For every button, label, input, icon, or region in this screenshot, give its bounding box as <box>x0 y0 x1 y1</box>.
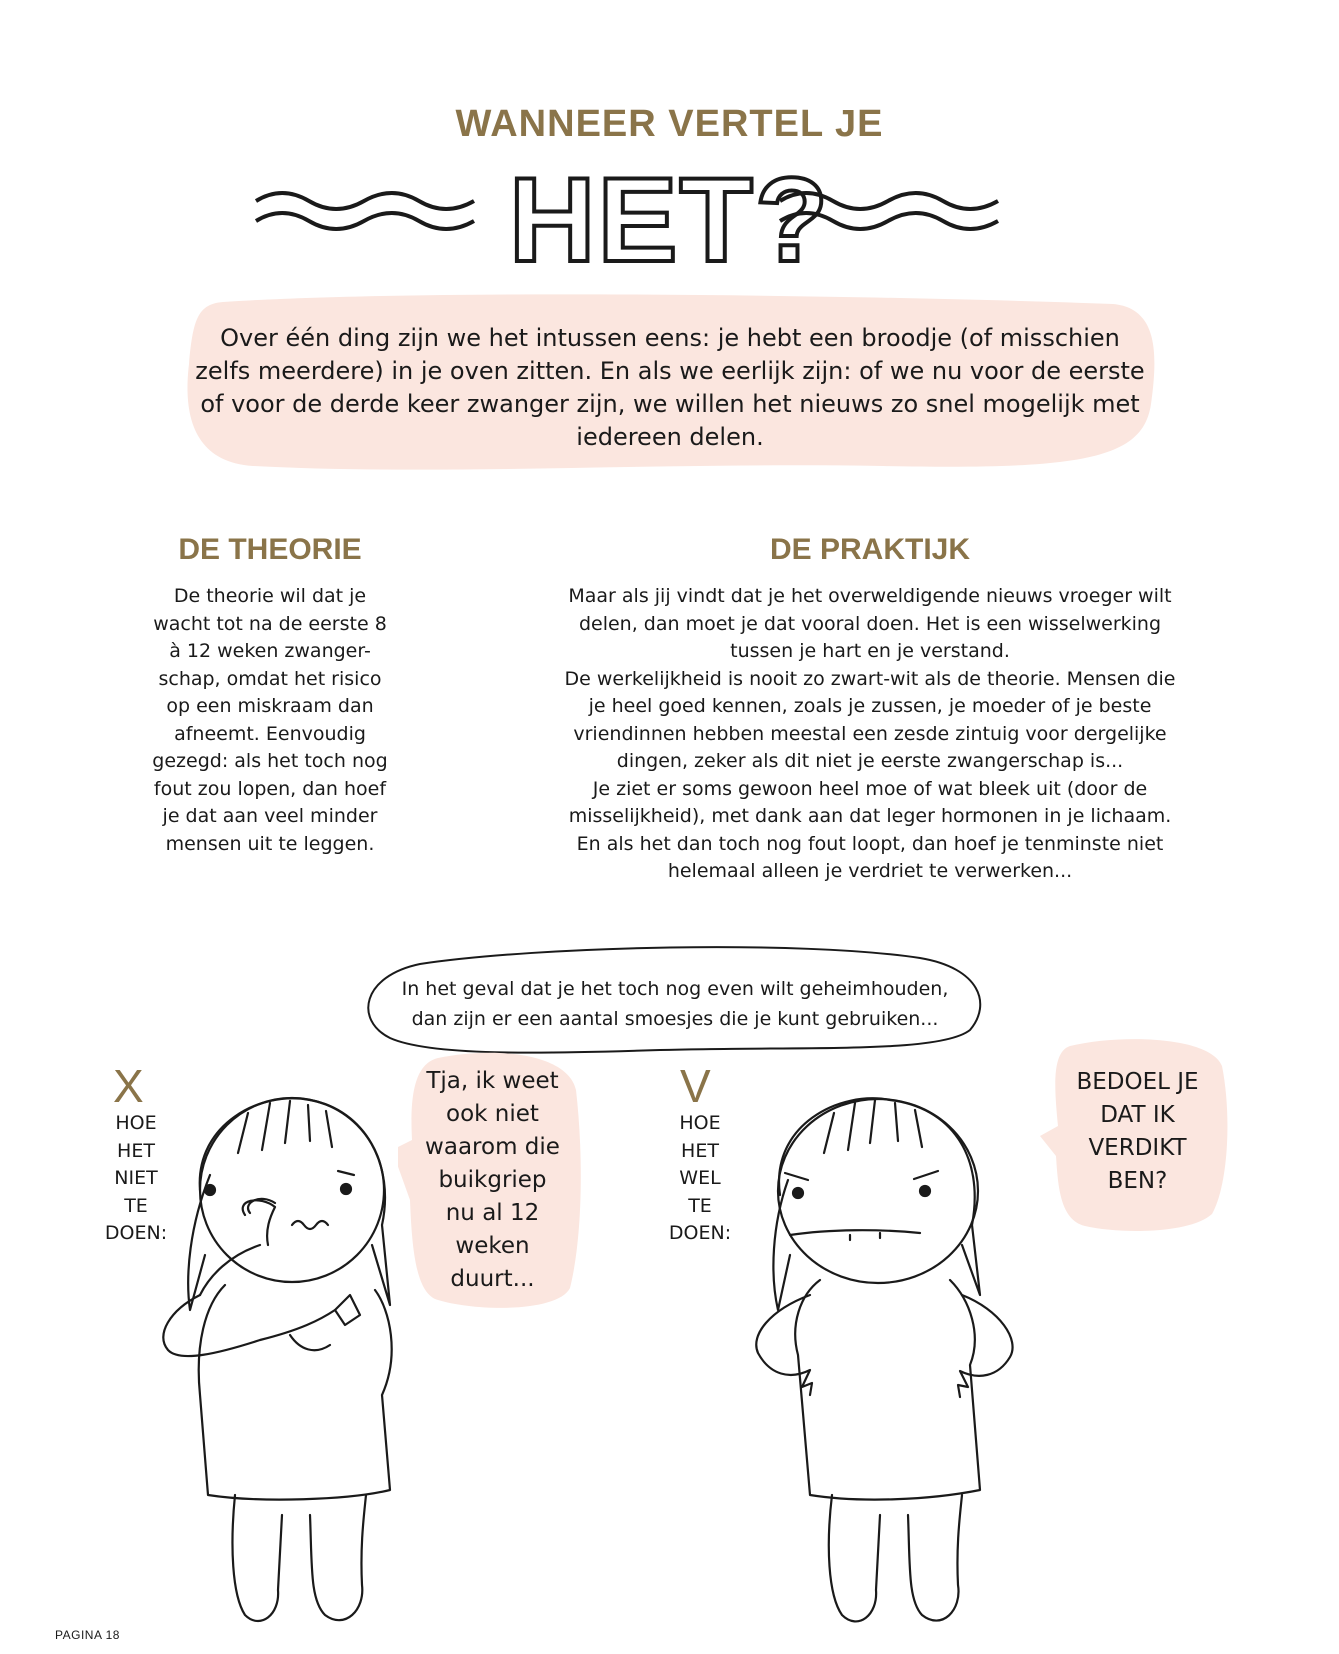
theory-line: je dat aan veel minder <box>162 805 378 827</box>
wrong-speech-line: weken <box>455 1233 530 1259</box>
girl-wrong-illustration <box>150 1095 440 1640</box>
wrong-label-line: NIET <box>114 1167 158 1189</box>
theory-line: afneemt. Eenvoudig <box>174 722 366 745</box>
theory-line: gezegd: als het toch nog <box>152 750 388 772</box>
right-label-line: HOE <box>679 1112 721 1134</box>
wrong-speech-line: duurt... <box>450 1266 535 1292</box>
practice-line: De werkelijkheid is nooit zo zwart-wit als de theorie. Mensen die <box>564 667 1176 690</box>
page-title: HET? <box>508 153 831 287</box>
practice-line: vriendinnen hebben meestal een zesde zintuig voor dergelijke <box>573 722 1167 745</box>
theory-line: schap, omdat het risico <box>158 667 382 690</box>
practice-line: misselijkheid), met dank aan dat leger hormonen in je lichaam. <box>568 805 1172 827</box>
right-speech-line: BEN? <box>1107 1168 1168 1194</box>
wrong-speech-text <box>405 1065 580 1296</box>
theory-line: De theorie wil dat je <box>173 585 367 607</box>
wrong-label-line: HET <box>117 1139 155 1162</box>
right-mark: V <box>680 1060 711 1112</box>
page-number: PAGINA 18 <box>55 1628 120 1642</box>
page-kicker: WANNEER VERTEL JE <box>455 103 884 145</box>
wrong-speech-line: waarom die <box>425 1134 560 1160</box>
right-speech-text <box>1055 1066 1220 1198</box>
right-label-line: DOEN: <box>668 1222 732 1244</box>
theory-text <box>120 583 420 858</box>
wrong-speech-line: Tja, ik weet <box>426 1068 559 1094</box>
theory-heading: DE THEORIE <box>178 533 362 566</box>
wrong-speech-line: nu al 12 <box>445 1200 540 1226</box>
practice-line: dingen, zeker als dit niet je eerste zwangerschap is... <box>616 750 1124 772</box>
right-wave-ornament <box>778 187 1000 249</box>
practice-line: je heel goed kennen, zoals je zussen, je moeder of je beste <box>588 695 1152 717</box>
thought-bubble-text <box>370 974 980 1034</box>
practice-heading: DE PRAKTIJK <box>769 533 971 566</box>
practice-text <box>560 583 1180 886</box>
theory-line: wacht tot na de eerste 8 <box>153 612 387 635</box>
right-label <box>660 1110 740 1248</box>
theory-line: fout zou lopen, dan hoef <box>153 777 387 800</box>
thought-bubble-line: dan zijn er een aantal smoesjes die je kunt gebruiken... <box>411 1008 939 1030</box>
thought-bubble-line: In het geval dat je het toch nog even wilt geheimhouden, <box>401 978 949 1000</box>
practice-line: tussen je hart en je verstand. <box>730 640 1010 662</box>
right-label-line: HET <box>681 1139 719 1162</box>
theory-line: mensen uit te leggen. <box>165 832 375 855</box>
girl-right-illustration <box>750 1095 1030 1640</box>
practice-line: helemaal alleen je verdriet te verwerken... <box>667 860 1073 882</box>
wrong-speech-line: ook niet <box>446 1101 539 1127</box>
right-speech-line: VERDIKT <box>1088 1135 1187 1161</box>
practice-line: En als het dan toch nog fout loopt, dan hoef je tenminste niet <box>576 832 1164 855</box>
theory-line: op een miskraam dan <box>166 695 374 717</box>
right-speech-line: BEDOEL JE <box>1076 1069 1199 1095</box>
right-speech-line: DAT IK <box>1100 1102 1175 1128</box>
right-label-line: TE <box>688 1194 712 1217</box>
wrong-mark: X <box>113 1060 144 1112</box>
wrong-speech-line: buikgriep <box>438 1167 547 1193</box>
intro-paragraph: Over één ding zijn we het intussen eens: je hebt een broodje (of misschien zelfs meerdere) in je oven zitten. En als we eerlijk zijn: of we nu voor de eerste of voor de derde keer zwanger zijn, we willen het nieuws zo snel mogelijk met iedereen delen. <box>195 324 1145 451</box>
right-label-line: WEL <box>679 1167 721 1189</box>
wrong-label-line: TE <box>124 1194 148 1217</box>
wrong-label-line: HOE <box>115 1112 157 1134</box>
wrong-label-line: DOEN: <box>104 1222 168 1244</box>
practice-line: Maar als jij vindt dat je het overweldigende nieuws vroeger wilt <box>568 585 1172 607</box>
theory-line: à 12 weken zwanger- <box>169 640 371 662</box>
practice-line: delen, dan moet je dat vooral doen. Het is een wisselwerking <box>578 612 1162 635</box>
practice-line: Je ziet er soms gewoon heel moe of wat bleek uit (door de <box>592 777 1148 800</box>
